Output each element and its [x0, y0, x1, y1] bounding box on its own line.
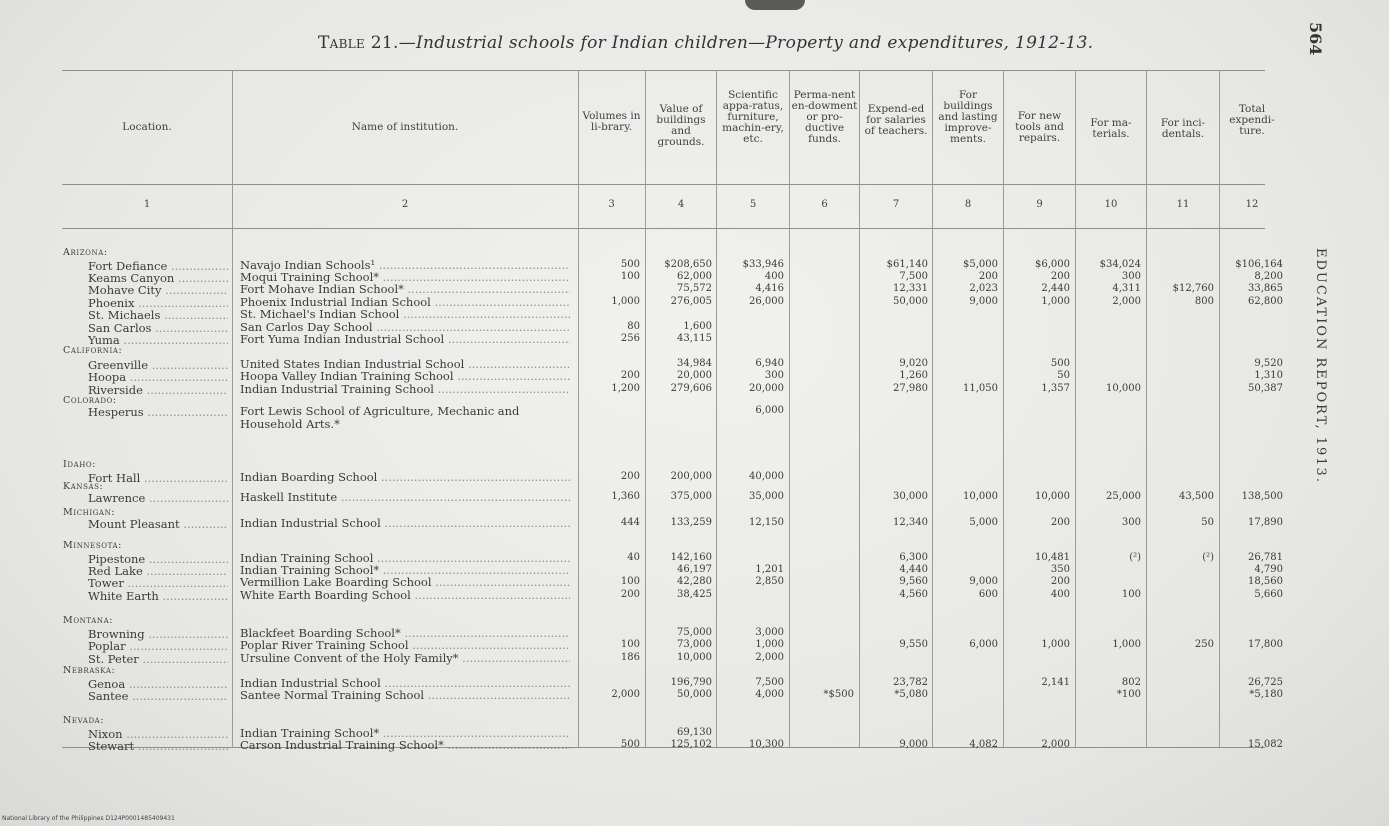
table-rule-numbers: [62, 228, 1265, 229]
value-cell: 500: [1050, 358, 1070, 369]
header-total: Total expendi-ture.: [1229, 103, 1275, 137]
value-cell: 35,000: [749, 491, 784, 502]
value-cell: 2,000: [611, 689, 640, 700]
value-cell: 6,000: [755, 405, 784, 416]
value-cell: 4,440: [899, 564, 928, 575]
value-cell: 138,500: [1241, 491, 1283, 502]
location-cell: Poplar .....: [88, 639, 228, 653]
value-cell: 100: [1121, 589, 1141, 600]
column-number: 9: [1036, 199, 1043, 210]
institution-cell: Haskell Institute .....: [240, 491, 570, 504]
value-cell: 100: [620, 639, 640, 650]
value-cell: 23,782: [893, 677, 928, 688]
value-cell: 2,440: [1041, 283, 1070, 294]
value-cell: 600: [978, 589, 998, 600]
value-cell: 6,300: [899, 552, 928, 563]
value-cell: 50: [1201, 517, 1214, 528]
value-cell: 9,000: [969, 296, 998, 307]
value-cell: 2,023: [969, 283, 998, 294]
value-cell: 5,000: [969, 517, 998, 528]
state-heading: Arizona:: [63, 247, 108, 258]
header-institution: Name of institution.: [351, 121, 459, 133]
page-number: 564: [1306, 22, 1325, 56]
page-smudge: [745, 0, 805, 10]
value-cell: 38,425: [677, 589, 712, 600]
state-heading: California:: [63, 345, 123, 356]
value-cell: 26,000: [749, 296, 784, 307]
value-cell: 5,660: [1254, 589, 1283, 600]
header-tools-repairs: For new tools and repairs.: [1015, 110, 1064, 144]
state-heading: Idaho:: [63, 459, 97, 470]
value-cell: *5,080: [894, 689, 928, 700]
institution-cell: White Earth Boarding School .....: [240, 589, 570, 602]
location-cell: Hesperus .....: [88, 405, 228, 419]
location-cell: Genoa .....: [88, 677, 228, 691]
value-cell: 10,481: [1035, 552, 1070, 563]
institution-cell: Indian Industrial Training School .....: [240, 383, 570, 396]
value-cell: 7,500: [899, 271, 928, 282]
value-cell: 3,000: [755, 627, 784, 638]
value-cell: 46,197: [677, 564, 712, 575]
value-cell: 200: [620, 370, 640, 381]
state-heading: Kansas:: [63, 481, 104, 492]
institution-cell: Vermillion Lake Boarding School .....: [240, 576, 570, 589]
state-heading: Minnesota:: [63, 540, 122, 551]
value-cell: 142,160: [670, 552, 712, 563]
value-cell: 9,520: [1254, 358, 1283, 369]
location-cell: Fort Hall .....: [88, 471, 228, 485]
value-cell: 43,500: [1179, 491, 1214, 502]
institution-cell: Santee Normal Training School .....: [240, 689, 570, 702]
header-incidentals: For inci-dentals.: [1160, 117, 1206, 140]
institution-cell: Fort Lewis School of Agriculture, Mechanic and Household Arts.*: [240, 404, 520, 431]
value-cell: 80: [627, 321, 640, 332]
value-cell: 200,000: [670, 471, 712, 482]
header-value-buildings: Value of buildings and grounds.: [656, 103, 706, 148]
column-number: 6: [821, 199, 828, 210]
value-cell: $12,760: [1172, 283, 1214, 294]
institution-cell: Indian Boarding School .....: [240, 471, 570, 484]
value-cell: 27,980: [893, 383, 928, 394]
institution-cell: United States Indian Industrial School .....: [240, 358, 570, 371]
location-cell: Keams Canyon .....: [88, 271, 228, 285]
value-cell: 1,000: [1112, 639, 1141, 650]
value-cell: $34,024: [1099, 259, 1141, 270]
value-cell: 6,000: [969, 639, 998, 650]
location-cell: St. Peter .....: [88, 652, 228, 666]
column-number: 7: [892, 199, 900, 210]
value-cell: 62,800: [1248, 296, 1283, 307]
value-cell: $106,164: [1235, 259, 1283, 270]
location-cell: Santee .....: [88, 689, 228, 703]
location-cell: Nixon .....: [88, 727, 228, 741]
value-cell: (²): [1129, 552, 1141, 563]
value-cell: 133,259: [670, 517, 712, 528]
value-cell: 42,280: [677, 576, 712, 587]
column-number: 2: [401, 199, 409, 210]
value-cell: 9,000: [899, 739, 928, 750]
value-cell: 1,200: [611, 383, 640, 394]
value-cell: 444: [620, 517, 640, 528]
institution-cell: Indian Industrial School .....: [240, 677, 570, 690]
column-number: 8: [964, 199, 972, 210]
value-cell: 10,300: [749, 739, 784, 750]
value-cell: 8,200: [1254, 271, 1283, 282]
value-cell: 1,260: [899, 370, 928, 381]
institution-cell: Ursuline Convent of the Holy Family* .....: [240, 652, 570, 665]
value-cell: 200: [1050, 517, 1070, 528]
value-cell: 500: [620, 259, 640, 270]
value-cell: 2,000: [1041, 739, 1070, 750]
column-divider: [232, 70, 233, 747]
value-cell: 300: [1121, 271, 1141, 282]
value-cell: 12,150: [749, 517, 784, 528]
institution-cell: Navajo Indian Schools¹ .....: [240, 259, 570, 272]
value-cell: 10,000: [1035, 491, 1070, 502]
value-cell: 12,331: [893, 283, 928, 294]
institution-cell: Indian Training School* .....: [240, 727, 570, 740]
value-cell: 100: [620, 271, 640, 282]
value-cell: *100: [1116, 689, 1141, 700]
value-cell: 2,000: [755, 652, 784, 663]
value-cell: 9,000: [969, 576, 998, 587]
value-cell: 10,000: [677, 652, 712, 663]
value-cell: 802: [1121, 677, 1141, 688]
value-cell: 50: [1057, 370, 1070, 381]
value-cell: 25,000: [1106, 491, 1141, 502]
table-title: Table 21.—Industrial schools for Indian children—Property and expenditures, 1912-13.: [318, 33, 1094, 53]
value-cell: 34,984: [677, 358, 712, 369]
footer-note: National Library of the Philippines D124P0001485409431: [2, 815, 175, 822]
value-cell: 4,082: [969, 739, 998, 750]
value-cell: 800: [1194, 296, 1214, 307]
value-cell: $6,000: [1035, 259, 1070, 270]
location-cell: Stewart .....: [88, 739, 228, 753]
value-cell: 33,865: [1248, 283, 1283, 294]
value-cell: 1,000: [1041, 639, 1070, 650]
value-cell: 1,000: [1041, 296, 1070, 307]
institution-cell: Indian Training School .....: [240, 552, 570, 565]
value-cell: 1,310: [1254, 370, 1283, 381]
column-divider: [789, 70, 790, 747]
location-cell: Lawrence .....: [88, 491, 228, 505]
value-cell: 400: [764, 271, 784, 282]
location-cell: Fort Defiance .....: [88, 259, 228, 273]
value-cell: 186: [620, 652, 640, 663]
institution-cell: Poplar River Training School .....: [240, 639, 570, 652]
value-cell: 17,800: [1248, 639, 1283, 650]
value-cell: 4,560: [899, 589, 928, 600]
value-cell: 4,416: [755, 283, 784, 294]
value-cell: 6,940: [755, 358, 784, 369]
value-cell: 4,000: [755, 689, 784, 700]
value-cell: 279,606: [670, 383, 712, 394]
institution-cell: St. Michael's Indian School .....: [240, 308, 570, 321]
institution-cell: Indian Training School* .....: [240, 564, 570, 577]
state-heading: Colorado:: [63, 395, 117, 406]
location-cell: Pipestone .....: [88, 552, 228, 566]
header-scientific-apparatus: Scientific appa-ratus, furniture, machin-ery, etc.: [722, 89, 784, 145]
header-buildings-improvements: For buildings and lasting improve-ments.: [938, 89, 998, 145]
value-cell: 1,600: [683, 321, 712, 332]
value-cell: 50,387: [1248, 383, 1283, 394]
value-cell: 200: [1050, 576, 1070, 587]
value-cell: 50,000: [893, 296, 928, 307]
value-cell: 300: [764, 370, 784, 381]
value-cell: 69,130: [677, 727, 712, 738]
value-cell: 40,000: [749, 471, 784, 482]
column-number: 4: [677, 199, 685, 210]
value-cell: 4,790: [1254, 564, 1283, 575]
value-cell: 350: [1050, 564, 1070, 575]
header-endowment: Perma-nent en-dowment or pro-ductive funds.: [791, 89, 858, 145]
value-cell: 250: [1194, 639, 1214, 650]
value-cell: 10,000: [1106, 383, 1141, 394]
location-cell: Riverside .....: [88, 383, 228, 397]
value-cell: 17,890: [1248, 517, 1283, 528]
value-cell: 62,000: [677, 271, 712, 282]
value-cell: 125,102: [670, 739, 712, 750]
value-cell: 4,311: [1112, 283, 1141, 294]
value-cell: 10,000: [963, 491, 998, 502]
value-cell: $61,140: [886, 259, 928, 270]
value-cell: 26,725: [1248, 677, 1283, 688]
institution-cell: Moqui Training School* .....: [240, 271, 570, 284]
value-cell: 2,000: [1112, 296, 1141, 307]
value-cell: 1,201: [755, 564, 784, 575]
institution-cell: Carson Industrial Training School* .....: [240, 739, 570, 752]
value-cell: 15,082: [1248, 739, 1283, 750]
location-cell: Phoenix .....: [88, 296, 228, 310]
state-heading: Nevada:: [63, 715, 105, 726]
value-cell: 43,115: [677, 333, 712, 344]
value-cell: 200: [620, 471, 640, 482]
location-cell: Greenville .....: [88, 358, 228, 372]
location-cell: Hoopa .....: [88, 370, 228, 384]
value-cell: 1,000: [611, 296, 640, 307]
value-cell: 26,781: [1248, 552, 1283, 563]
location-cell: Yuma .....: [88, 333, 228, 347]
table-rule-header: [62, 184, 1265, 185]
location-cell: St. Michaels .....: [88, 308, 228, 322]
value-cell: 276,005: [670, 296, 712, 307]
institution-cell: San Carlos Day School .....: [240, 321, 570, 334]
value-cell: $33,946: [742, 259, 784, 270]
institution-cell: Indian Industrial School .....: [240, 517, 570, 530]
value-cell: 9,550: [899, 639, 928, 650]
state-heading: Michigan:: [63, 507, 116, 518]
location-cell: San Carlos .....: [88, 321, 228, 335]
value-cell: 75,572: [677, 283, 712, 294]
value-cell: 1,360: [611, 491, 640, 502]
value-cell: 2,850: [755, 576, 784, 587]
header-materials: For ma-terials.: [1090, 117, 1132, 140]
header-salaries: Expend-ed for salaries of teachers.: [864, 103, 928, 137]
value-cell: 196,790: [670, 677, 712, 688]
value-cell: 300: [1121, 517, 1141, 528]
location-cell: White Earth .....: [88, 589, 228, 603]
value-cell: (²): [1202, 552, 1214, 563]
value-cell: 50,000: [677, 689, 712, 700]
header-volumes: Volumes in li-brary.: [582, 110, 641, 133]
header-location: Location.: [122, 121, 172, 133]
value-cell: 40: [627, 552, 640, 563]
value-cell: 2,141: [1041, 677, 1070, 688]
institution-cell: Blackfeet Boarding School* .....: [240, 627, 570, 640]
value-cell: 375,000: [670, 491, 712, 502]
value-cell: 7,500: [755, 677, 784, 688]
value-cell: 20,000: [677, 370, 712, 381]
location-cell: Mount Pleasant .....: [88, 517, 228, 531]
table-rule-top: [62, 70, 1265, 71]
value-cell: 12,340: [893, 517, 928, 528]
value-cell: 9,020: [899, 358, 928, 369]
value-cell: 20,000: [749, 383, 784, 394]
value-cell: *$500: [823, 689, 854, 700]
location-cell: Browning .....: [88, 627, 228, 641]
value-cell: 200: [620, 589, 640, 600]
institution-cell: Fort Yuma Indian Industrial School .....: [240, 333, 570, 346]
column-number: 5: [749, 199, 757, 210]
column-number: 12: [1245, 199, 1259, 210]
column-number: 1: [143, 199, 151, 210]
value-cell: 400: [1050, 589, 1070, 600]
value-cell: $208,650: [664, 259, 712, 270]
value-cell: 1,000: [755, 639, 784, 650]
column-number: 3: [608, 199, 615, 210]
state-heading: Montana:: [63, 615, 114, 626]
value-cell: 18,560: [1248, 576, 1283, 587]
column-number: 11: [1176, 199, 1190, 210]
value-cell: *5,180: [1249, 689, 1283, 700]
institution-cell: Fort Mohave Indian School* .....: [240, 283, 570, 296]
value-cell: 9,560: [899, 576, 928, 587]
location-cell: Red Lake .....: [88, 564, 228, 578]
value-cell: 1,357: [1041, 383, 1070, 394]
running-head: EDUCATION REPORT, 1913.: [1313, 248, 1328, 484]
value-cell: 256: [620, 333, 640, 344]
value-cell: 30,000: [893, 491, 928, 502]
value-cell: 200: [1050, 271, 1070, 282]
value-cell: 200: [978, 271, 998, 282]
value-cell: 11,050: [963, 383, 998, 394]
location-cell: Tower .....: [88, 576, 228, 590]
institution-cell: Phoenix Industrial Indian School .....: [240, 296, 570, 309]
value-cell: 100: [620, 576, 640, 587]
value-cell: 500: [620, 739, 640, 750]
state-heading: Nebraska:: [63, 665, 116, 676]
value-cell: 75,000: [677, 627, 712, 638]
location-cell: Mohave City .....: [88, 283, 228, 297]
institution-cell: Hoopa Valley Indian Training School .....: [240, 370, 570, 383]
column-number: 10: [1104, 199, 1118, 210]
value-cell: $5,000: [963, 259, 998, 270]
value-cell: 73,000: [677, 639, 712, 650]
